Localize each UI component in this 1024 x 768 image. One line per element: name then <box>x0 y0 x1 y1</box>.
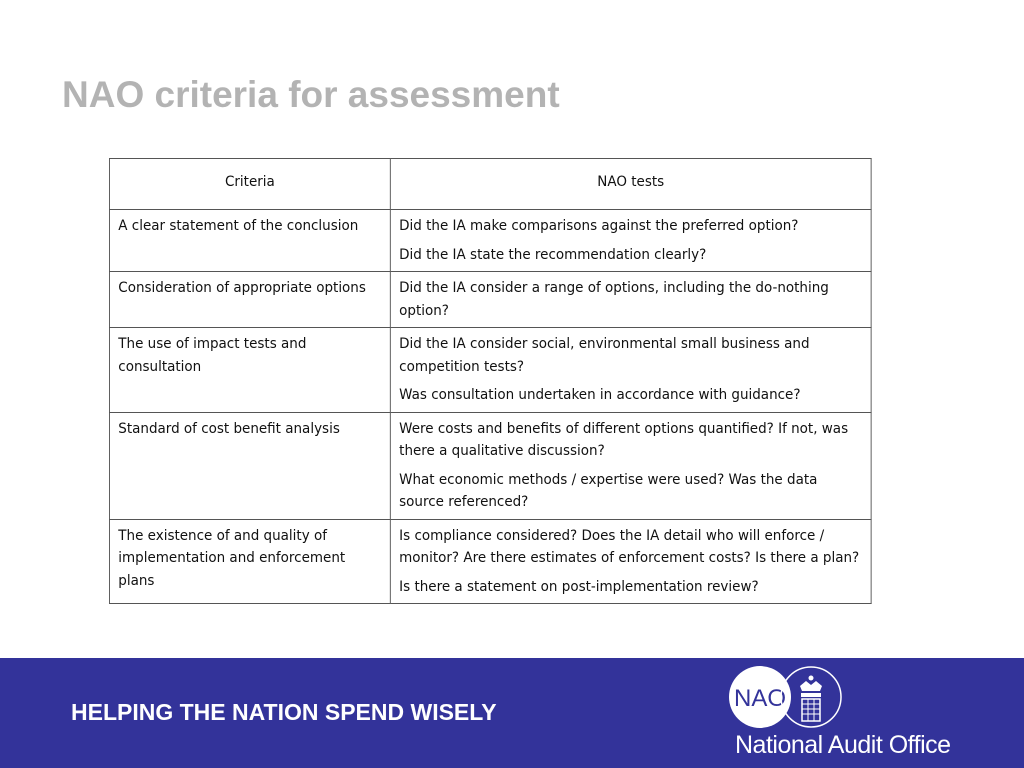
test-question: Was consultation undertaken in accordance with guidance? <box>399 387 801 403</box>
nao-logo-abbrev: NAO <box>733 685 787 712</box>
criteria-cell: The use of impact tests and consultation <box>109 328 390 413</box>
column-header-nao-tests: NAO tests <box>390 159 871 210</box>
table-row <box>109 519 871 604</box>
table-row <box>109 210 871 272</box>
criteria-cell: The existence of and quality of implementation and enforcement plans <box>109 519 390 604</box>
column-header-criteria: Criteria <box>109 159 390 210</box>
test-question: Is there a statement on post-implementation review? <box>399 578 759 595</box>
criteria-cell: Standard of cost benefit analysis <box>109 412 390 519</box>
criteria-table <box>109 158 872 604</box>
tests-cell <box>390 272 871 328</box>
test-question: Did the IA state the recommendation clearly? <box>399 246 707 263</box>
footer-tagline: HELPING THE NATION SPEND WISELY <box>71 699 497 725</box>
slide-title: NAO criteria for assessment <box>62 74 560 115</box>
tests-cell <box>390 412 871 519</box>
criteria-cell: Consideration of appropriate options <box>109 272 390 328</box>
criteria-cell: A clear statement of the conclusion <box>109 210 390 272</box>
table-header-row <box>109 159 871 210</box>
table-row <box>109 412 871 519</box>
tests-cell <box>390 519 871 604</box>
nao-logo-name: National Audit Office <box>735 731 951 759</box>
test-question: Were costs and benefits of different options quantified? If not, was there a qualitative discussion? <box>399 420 849 459</box>
tests-cell <box>390 210 871 272</box>
tests-cell <box>390 328 871 413</box>
test-question: Did the IA consider a range of options, including the do-nothing option? <box>399 280 829 319</box>
test-question: Did the IA consider social, environmental small business and competition tests? <box>399 336 810 375</box>
test-question: Is compliance considered? Does the IA detail who will enforce / monitor? Are there estimates of enforcement costs? Is there a plan? <box>399 527 860 566</box>
test-question: What economic methods / expertise were used? Was the data source referenced? <box>399 471 818 510</box>
table-row <box>109 272 871 328</box>
test-question: Did the IA make comparisons against the preferred option? <box>399 218 799 234</box>
table-row <box>109 328 871 413</box>
